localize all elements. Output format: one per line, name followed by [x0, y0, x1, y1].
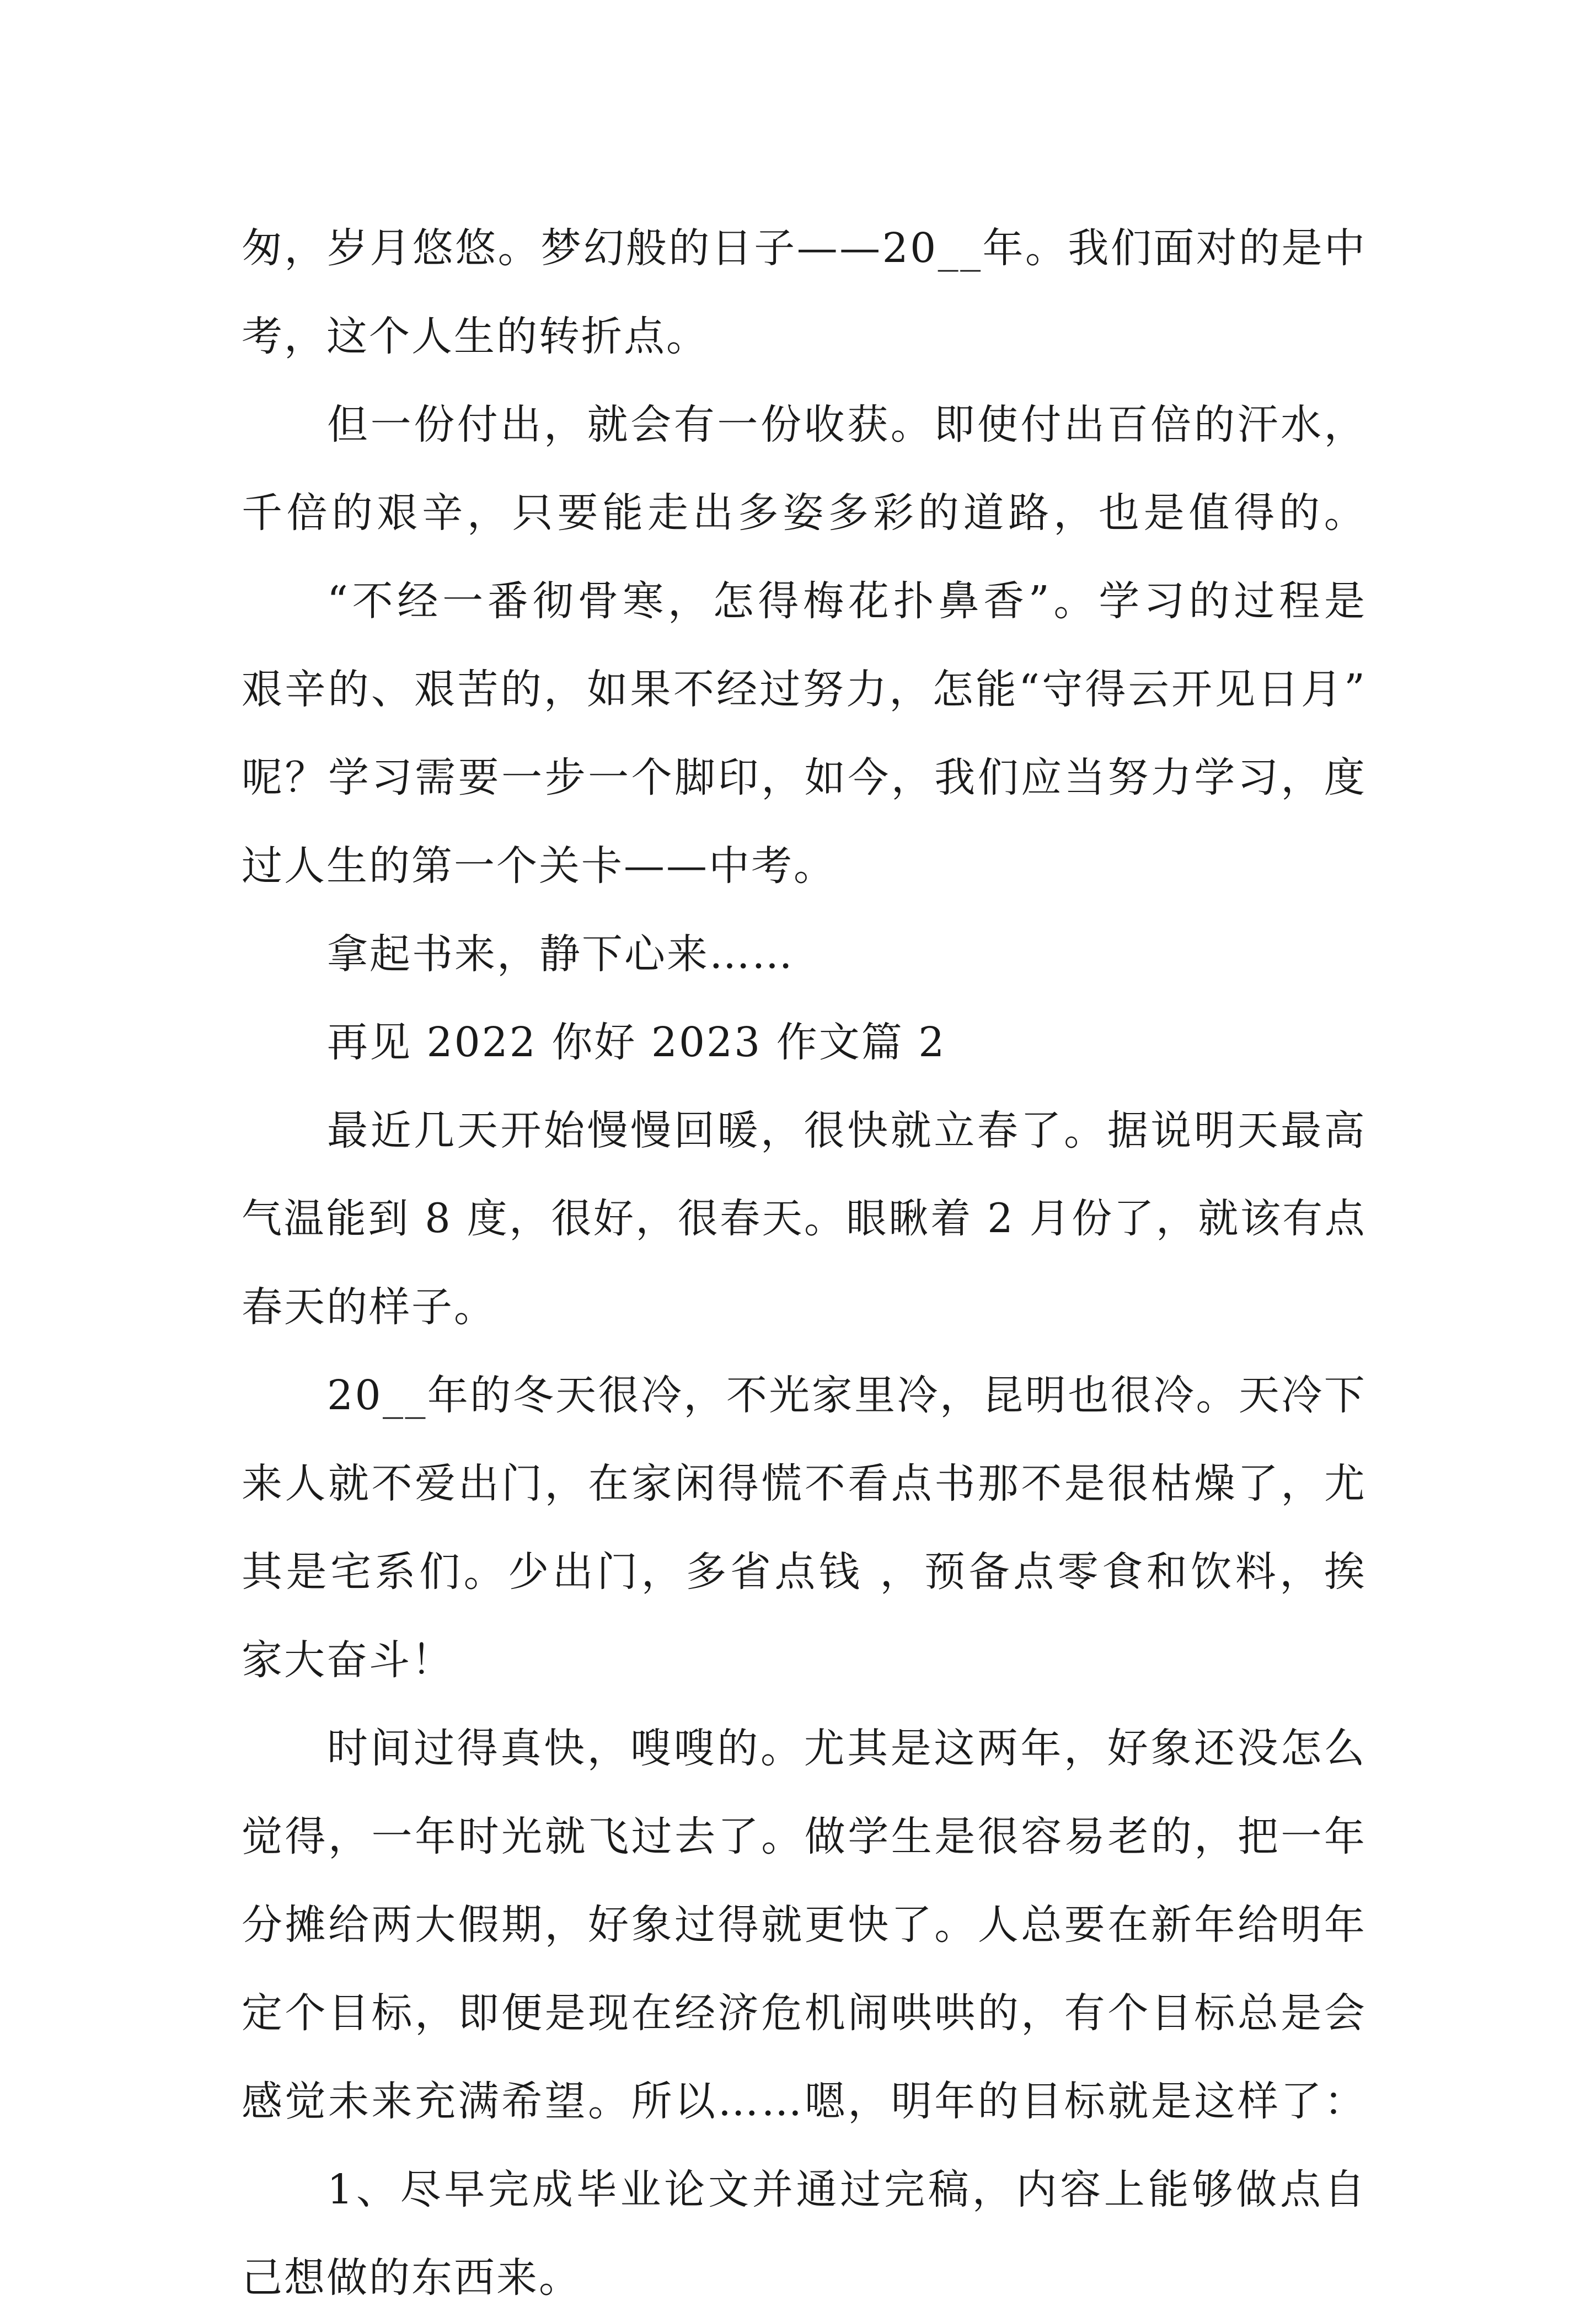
- text-line: 呢 ？ 学 习 需 要 一 步 一 个 脚 印 ， 如 今 ， 我 们 应 当 努 力 学 习 ， 度: [242, 754, 1367, 801]
- text-line: 但 一 份 付 出 ， 就 会 有 一 份 收 获 。 即 使 付 出 百 倍 的 汗 水 ，: [327, 401, 1367, 448]
- text-line: 2 0 _ _ 年 的 冬 天 很 冷 ， 不 光 家 里 冷 ， 昆 明 也 很 冷 。 天 冷 下: [327, 1372, 1367, 1419]
- text-line: 考，这个人生的转折点。: [242, 313, 709, 360]
- text-line: 己想做的东西来。: [242, 2254, 581, 2302]
- text-line: 拿起书来，静下心来……: [327, 930, 794, 978]
- text-line: 感 觉 未 来 充 满 希 望 。 所 以 … … 嗯 ， 明 年 的 目 标 就 是 这 样 了 ：: [242, 2078, 1367, 2125]
- text-line: 匆 ， 岁 月 悠 悠 。 梦 幻 般 的 日 子 — — 2 0 _ _ 年 。 我 们 面 对 的 是 中: [242, 224, 1367, 272]
- section-heading: 再见 2022 你好 2023 作文篇 2: [327, 1019, 946, 1066]
- text-line: 1 、 尽 早 完 成 毕 业 论 文 并 通 过 完 稿 ， 内 容 上 能 够 做 点 自: [327, 2166, 1367, 2213]
- text-line: 春天的样子。: [242, 1283, 496, 1331]
- text-line: 时 间 过 得 真 快 ， 嗖 嗖 的 。 尤 其 是 这 两 年 ， 好 象 还 没 怎 么: [327, 1725, 1367, 1772]
- text-line: 艰 辛 的 、 艰 苦 的 ， 如 果 不 经 过 努 力 ， 怎 能 “ 守 得 云 开 见 日 月 ”: [242, 666, 1367, 713]
- document-body: [242, 204, 1367, 2322]
- text-line: 分 摊 给 两 大 假 期 ， 好 象 过 得 就 更 快 了 。 人 总 要 在 新 年 给 明 年: [242, 1901, 1367, 1949]
- text-line: 过人生的第一个关卡——中考。: [242, 842, 836, 890]
- text-line: 家大奋斗！: [242, 1636, 454, 1684]
- text-line: 其 是 宅 系 们 。 少 出 门 ， 多 省 点 钱 ， 预 备 点 零 食 和 饮 料 ， 挨: [242, 1548, 1367, 1596]
- text-line: 觉 得 ， 一 年 时 光 就 飞 过 去 了 。 做 学 生 是 很 容 易 老 的 ， 把 一 年: [242, 1813, 1367, 1860]
- text-line: 气 温 能 到 8 度 ， 很 好 ， 很 春 天 。 眼 瞅 着 2 月 份 了 ， 就 该 有 点: [242, 1195, 1367, 1242]
- text-line: 来 人 就 不 爱 出 门 ， 在 家 闲 得 慌 不 看 点 书 那 不 是 很 枯 燥 了 ， 尤: [242, 1460, 1367, 1507]
- text-line: 定 个 目 标 ， 即 便 是 现 在 经 济 危 机 闹 哄 哄 的 ， 有 个 目 标 总 是 会: [242, 1989, 1367, 2037]
- text-line: 千 倍 的 艰 辛 ， 只 要 能 走 出 多 姿 多 彩 的 道 路 ， 也 是 值 得 的 。: [242, 489, 1367, 537]
- text-line: 最 近 几 天 开 始 慢 慢 回 暖 ， 很 快 就 立 春 了 。 据 说 明 天 最 高: [327, 1107, 1367, 1154]
- text-line: “ 不 经 一 番 彻 骨 寒 ， 怎 得 梅 花 扑 鼻 香 ” 。 学 习 的 过 程 是: [327, 577, 1367, 625]
